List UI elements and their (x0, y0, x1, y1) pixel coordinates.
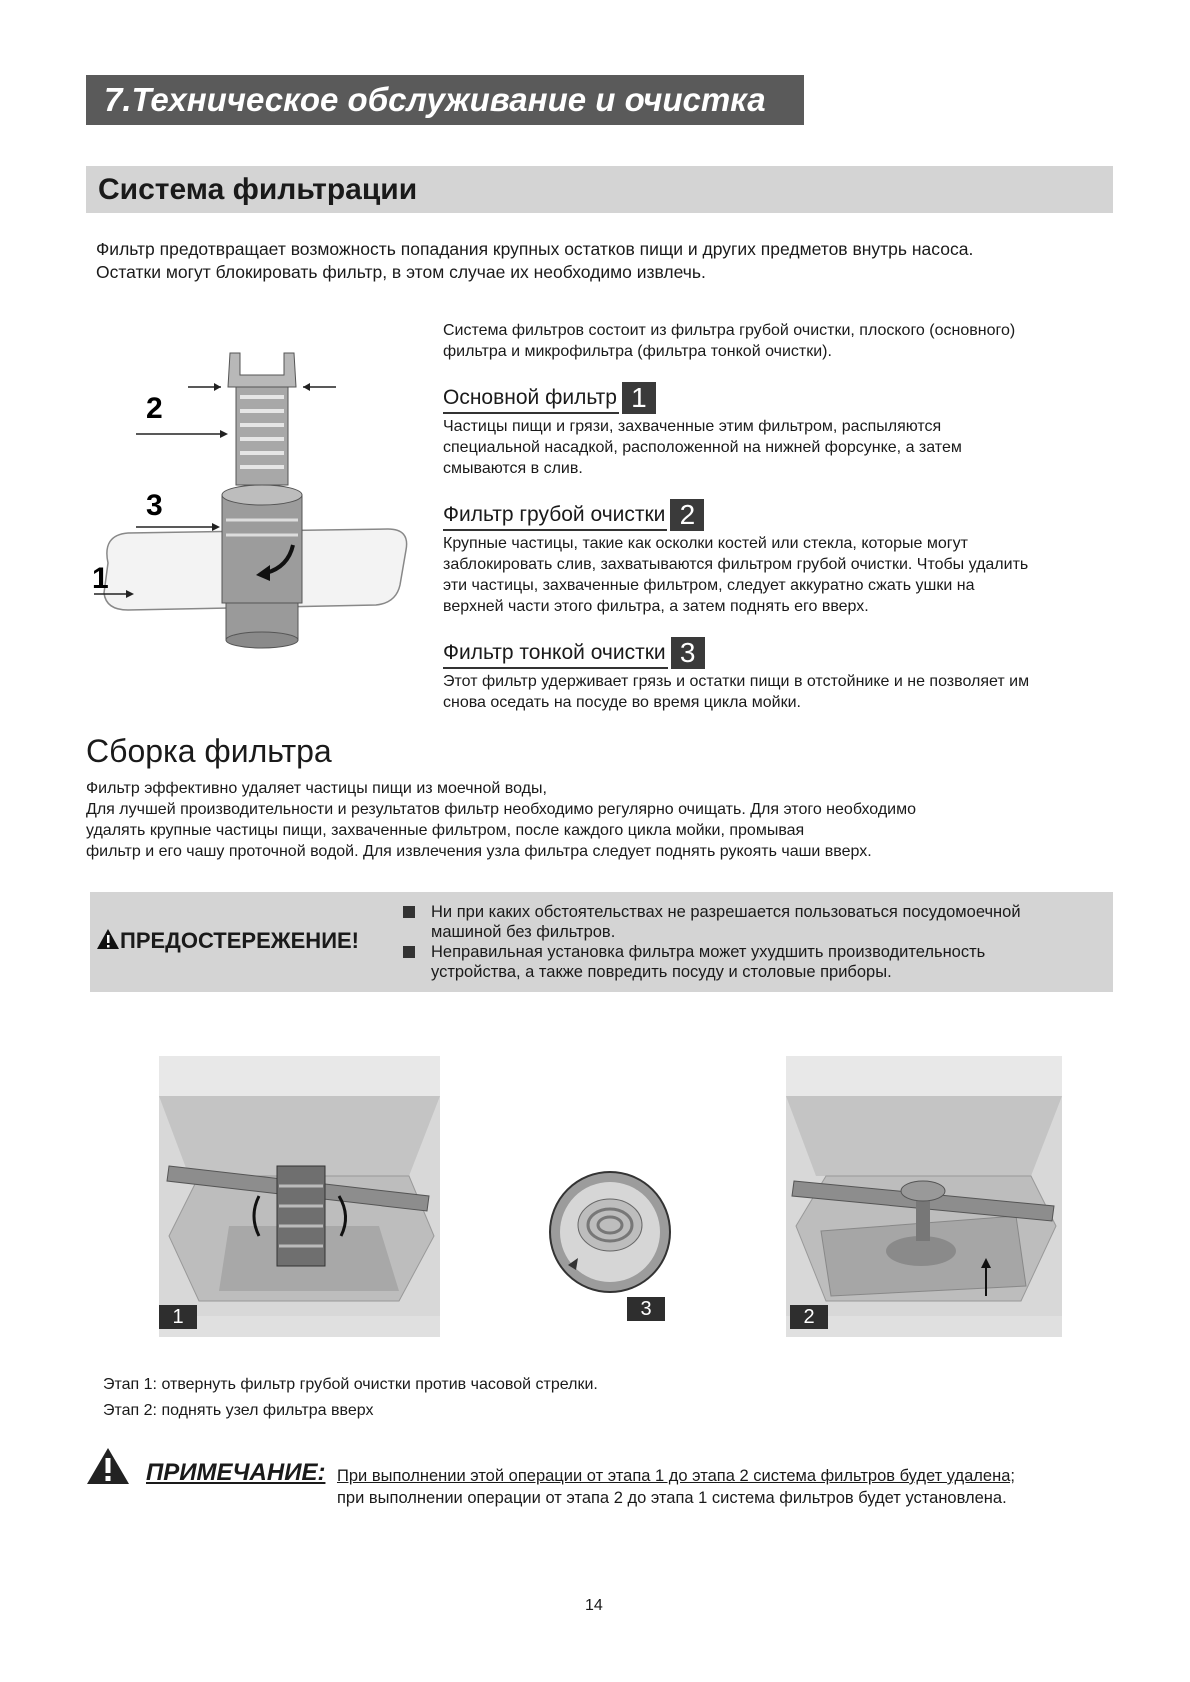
filter-desc-line: Частицы пищи и грязи, захваченные этим фильтром, распыляются (443, 418, 942, 435)
note-warning-icon (86, 1446, 130, 1486)
intro-line: Фильтр предотвращает возможность попадания крупных остатков пищи и других предметов внутрь насоса. (96, 239, 974, 259)
step-line: Этап 1: отвернуть фильтр грубой очистки против часовой стрелки. (103, 1376, 598, 1393)
filter-desc-line: специальной насадкой, расположенной на нижней форсунке, а затем (443, 439, 962, 456)
fine-filter-number: 3 (671, 637, 705, 669)
main-filter-number: 1 (622, 382, 656, 414)
photo-step-2-illustration (786, 1056, 1062, 1337)
warning-label-text: ПРЕДОСТЕРЕЖЕНИЕ! (120, 928, 360, 953)
assembly-line: Фильтр эффективно удаляет частицы пищи из моечной воды, (86, 780, 547, 797)
warning-bullet-line: Ни при каких обстоятельствах не разрешается пользоваться посудомоечной (431, 903, 1021, 921)
filter-desc-line: снова оседать на посуде во время цикла мойки. (443, 694, 801, 711)
note-text (337, 1465, 1097, 1509)
photo-step-1 (159, 1056, 440, 1337)
photo-step-1-number: 1 (159, 1305, 197, 1329)
warning-bullet-line: устройства, а также повредить посуду и столовые приборы. (431, 963, 892, 981)
warning-bullet-line: Неправильная установка фильтра может ухудшить производительность (431, 943, 986, 961)
filter-desc-line: верхней части этого фильтра, а затем поднять его вверх. (443, 598, 869, 615)
warning-label (96, 928, 359, 954)
filter-ears (228, 353, 296, 387)
assembly-title: Сборка фильтра (86, 733, 332, 769)
system-intro-line: фильтра и микрофильтра (фильтра тонкой очистки). (443, 343, 832, 360)
page-number: 14 (585, 1597, 603, 1614)
note-line: при выполнении операции от этапа 2 до этапа 1 система фильтров будет установлена. (337, 1489, 1007, 1507)
filter-desc-line: смываются в слив. (443, 460, 583, 477)
main-filter-title: Основной фильтр (443, 384, 619, 414)
coarse-filter-title: Фильтр грубой очистки (443, 501, 667, 531)
photo-step-2 (786, 1056, 1062, 1337)
filter-system-description (443, 320, 1123, 713)
assembly-line: Для лучшей производительности и результатов фильтр необходимо регулярно очищать. Для этого необходимо (86, 801, 916, 818)
step-line: Этап 2: поднять узел фильтра вверх (103, 1402, 374, 1419)
assembly-paragraph (86, 778, 1116, 862)
warning-bullet-line: машиной без фильтров. (431, 923, 616, 941)
intro-paragraph (96, 238, 1136, 284)
warning-bullets (403, 902, 1103, 982)
callout-label-3: 3 (146, 489, 163, 522)
steps-list (103, 1372, 598, 1424)
photo-step-2-number: 2 (790, 1305, 828, 1329)
filter-diagram (88, 345, 418, 675)
warning-triangle-icon (96, 928, 120, 950)
mesh-filter (236, 385, 288, 485)
main-filter-section (443, 382, 1123, 479)
filter-desc-line: Крупные частицы, такие как осколки костей или стекла, которые могут (443, 535, 968, 552)
photo-step-1-illustration (159, 1056, 440, 1337)
fine-filter-title: Фильтр тонкой очистки (443, 639, 668, 669)
coarse-filter-number: 2 (670, 499, 704, 531)
callout-label-2: 2 (146, 392, 163, 425)
intro-line: Остатки могут блокировать фильтр, в этом случае их необходимо извлечь. (96, 262, 706, 282)
warning-bullet (403, 942, 1103, 982)
photo-detail-fine-filter (548, 1170, 672, 1294)
assembly-line: удалять крупные частицы пищи, захваченные фильтром, после каждого цикла мойки, промывая (86, 822, 805, 839)
filter-desc-line: эти частицы, захваченные фильтром, следует аккуратно сжать ушки на (443, 577, 975, 594)
section-title: Система фильтрации (86, 166, 1113, 213)
photo-step-3-number: 3 (627, 1297, 665, 1321)
system-intro-line: Система фильтров состоит из фильтра грубой очистки, плоского (основного) (443, 322, 1016, 339)
note-label: ПРИМЕЧАНИЕ: (146, 1459, 326, 1486)
chapter-title: 7.Техническое обслуживание и очистка (86, 75, 804, 125)
coarse-filter-section (443, 499, 1123, 617)
note-line: При выполнении этой операции от этапа 1 до этапа 2 система фильтров будет удалена; (337, 1467, 1015, 1485)
callout-label-1: 1 (92, 562, 109, 595)
fine-filter-section (443, 637, 1123, 713)
warning-bullet (403, 902, 1103, 942)
filter-desc-line: заблокировать слив, захватываются фильтром грубой очистки. Чтобы удалить (443, 556, 1029, 573)
filter-desc-line: Этот фильтр удерживает грязь и остатки пищи в отстойнике и не позволяет им (443, 673, 1030, 690)
assembly-line: фильтр и его чашу проточной водой. Для извлечения узла фильтра следует поднять рукоять чаши вверх. (86, 843, 872, 860)
